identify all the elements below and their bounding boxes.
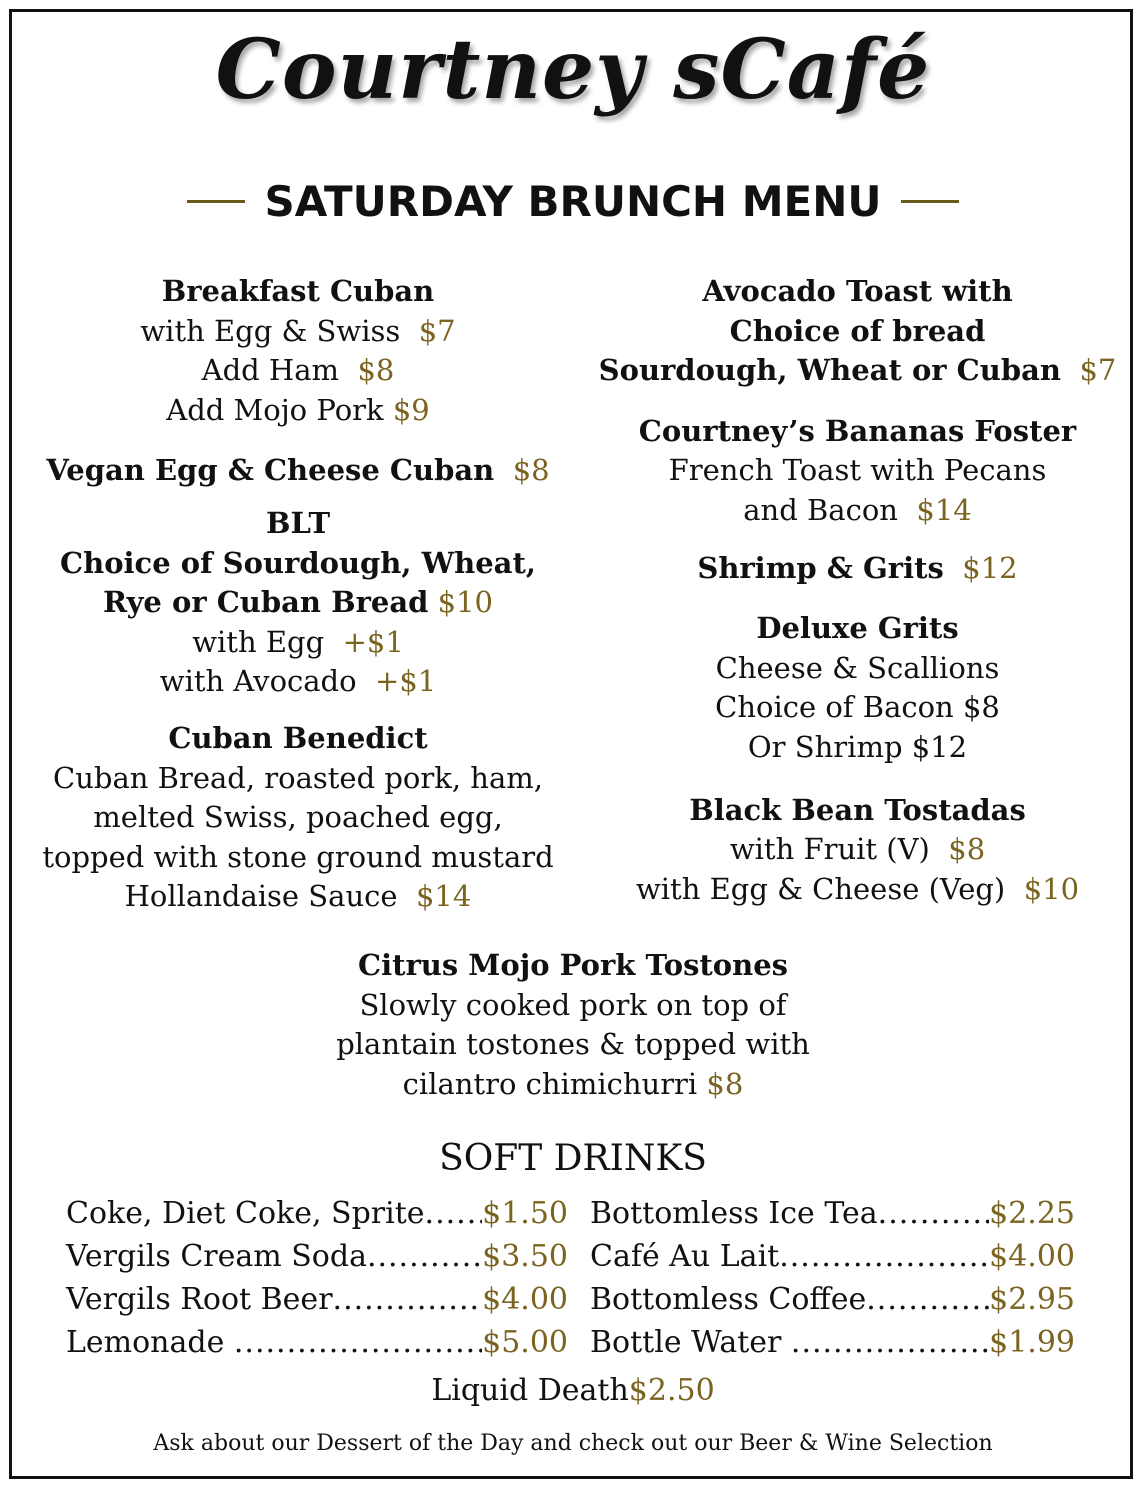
item-price: $10 [437,585,493,620]
drink-row [66,1278,568,1321]
option-text: with Egg & Cheese (Veg) [635,871,1006,906]
heading-rule-right [901,200,959,203]
drink-price: $3.50 [482,1239,568,1274]
menu-item-shrimp-grits [585,549,1130,589]
right-column [585,272,1130,909]
item-option [10,662,586,702]
item-name: Citrus Mojo Pork Tostones [357,948,788,982]
item-option [585,870,1130,910]
item-option [10,391,586,431]
option-text: and Bacon [743,492,898,527]
option-text: cilantro chimichurri [402,1066,698,1101]
drink-name: Liquid Death [431,1373,629,1408]
drink-row [590,1321,1075,1364]
menu-item-tostadas [585,791,1130,910]
drink-price: $4.00 [482,1282,568,1317]
menu-item-blt [10,504,586,702]
left-column [10,272,586,917]
drink-row [590,1192,1075,1235]
item-price: +$1 [375,664,437,699]
item-name: Courtney’s Bananas Foster [638,413,1077,448]
option-text: with Egg & Swiss [140,313,401,348]
option-text: Add Mojo Pork [166,392,384,427]
drink-row [590,1235,1075,1278]
item-price: $14 [916,492,972,527]
item-description: topped with stone ground mustard [42,839,554,874]
item-description: Cuban Bread, roasted pork, ham, [53,760,543,795]
item-price: $10 [1023,871,1080,906]
menu-item-vegan-cuban [10,451,586,491]
item-description: Choice of Sourdough, Wheat, [60,545,536,580]
drink-price: $1.50 [482,1196,568,1231]
item-option [10,877,586,917]
dot-leader [425,1192,483,1235]
item-name: Avocado Toast with [702,274,1013,308]
option-text: Sourdough, Wheat or Cuban [598,353,1061,388]
drink-name: Vergils Root Beer [66,1282,333,1317]
drink-name: Bottomless Ice Tea [590,1196,878,1231]
item-name: Breakfast Cuban [161,274,435,308]
item-name: BLT [265,505,331,540]
item-description: Slowly cooked pork on top of [359,987,787,1022]
option-text: with Egg [192,624,325,659]
menu-item-mojo-tostones [0,946,1146,1104]
cafe-logo: Courtney sCafé [215,22,931,118]
item-description: melted Swiss, poached egg, [93,800,503,835]
soft-drinks-heading: SOFT DRINKS [439,1138,707,1179]
dot-leader [367,1235,482,1278]
dot-leader [791,1321,989,1364]
item-line [585,549,1130,589]
drink-row [66,1235,568,1278]
menu-item-cuban-benedict [10,719,586,917]
menu-item-avocado-toast [585,272,1130,391]
menu-subtitle: SATURDAY BRUNCH MENU [264,176,882,226]
item-price: $12 [962,550,1018,585]
item-price: $7 [418,313,456,348]
item-option [585,491,1130,531]
option-text: Rye or Cuban Bread [102,585,429,620]
item-description: plantain tostones & topped with [336,1027,810,1062]
dot-leader [234,1321,482,1364]
drink-name: Vergils Cream Soda [66,1239,367,1274]
dot-leader [866,1278,989,1321]
drink-price: $4.00 [989,1239,1075,1274]
item-name: Shrimp & Grits [697,550,944,585]
soft-drinks-right [590,1192,1075,1364]
drink-price: $2.95 [989,1282,1075,1317]
item-option [10,583,586,623]
item-price: $14 [415,879,472,914]
drink-name: Bottle Water [590,1325,791,1360]
option-text: Add Ham [201,353,340,388]
dot-leader [779,1235,989,1278]
item-name: Cuban Benedict [168,720,428,755]
drink-row [590,1278,1075,1321]
drink-name: Bottomless Coffee [590,1282,867,1317]
soft-drinks-left [66,1192,568,1364]
item-description: Cheese & Scallions [715,650,1000,685]
item-price: $7 [1079,353,1117,388]
item-price: $9 [392,392,430,427]
item-name: Choice of bread [729,313,986,348]
item-option [10,623,586,663]
drink-name: Café Au Lait [590,1239,780,1274]
footer-note: Ask about our Dessert of the Day and check out our Beer & Wine Selection [153,1431,993,1456]
drink-price: $5.00 [482,1325,568,1360]
item-option [585,351,1130,391]
drink-price: $2.25 [989,1196,1075,1231]
drink-price: $2.50 [628,1373,715,1408]
item-option [10,351,586,391]
drink-row [66,1192,568,1235]
drink-name: Coke, Diet Coke, Sprite [66,1196,425,1231]
item-name: Black Bean Tostadas [689,792,1026,827]
option-text: with Fruit (V) [729,832,930,867]
item-price: $8 [706,1066,744,1101]
drink-name: Lemonade [66,1325,234,1360]
drink-liquid-death [0,1369,1146,1412]
drink-price: $1.99 [989,1325,1075,1360]
item-line [10,451,586,491]
dot-leader [333,1278,483,1321]
item-name: Deluxe Grits [756,611,959,646]
item-price: $8 [948,832,986,867]
option-text: with Avocado [159,664,357,699]
item-name: Vegan Egg & Cheese Cuban [46,453,495,488]
item-price: $8 [512,453,550,488]
item-option [0,1065,1146,1105]
item-price: $8 [357,353,395,388]
dot-leader [878,1192,989,1235]
item-option [10,312,586,352]
item-description: Or Shrimp $12 [747,729,968,764]
heading-rule-left [187,200,245,203]
item-description: Choice of Bacon $8 [715,690,1000,725]
menu-heading [0,172,1146,230]
drink-row [66,1321,568,1364]
item-price: +$1 [342,624,404,659]
item-description: French Toast with Pecans [668,453,1047,488]
option-text: Hollandaise Sauce [124,879,398,914]
menu-item-deluxe-grits [585,609,1130,767]
menu-item-bananas-foster [585,412,1130,531]
menu-item-breakfast-cuban [10,272,586,430]
item-option [585,830,1130,870]
